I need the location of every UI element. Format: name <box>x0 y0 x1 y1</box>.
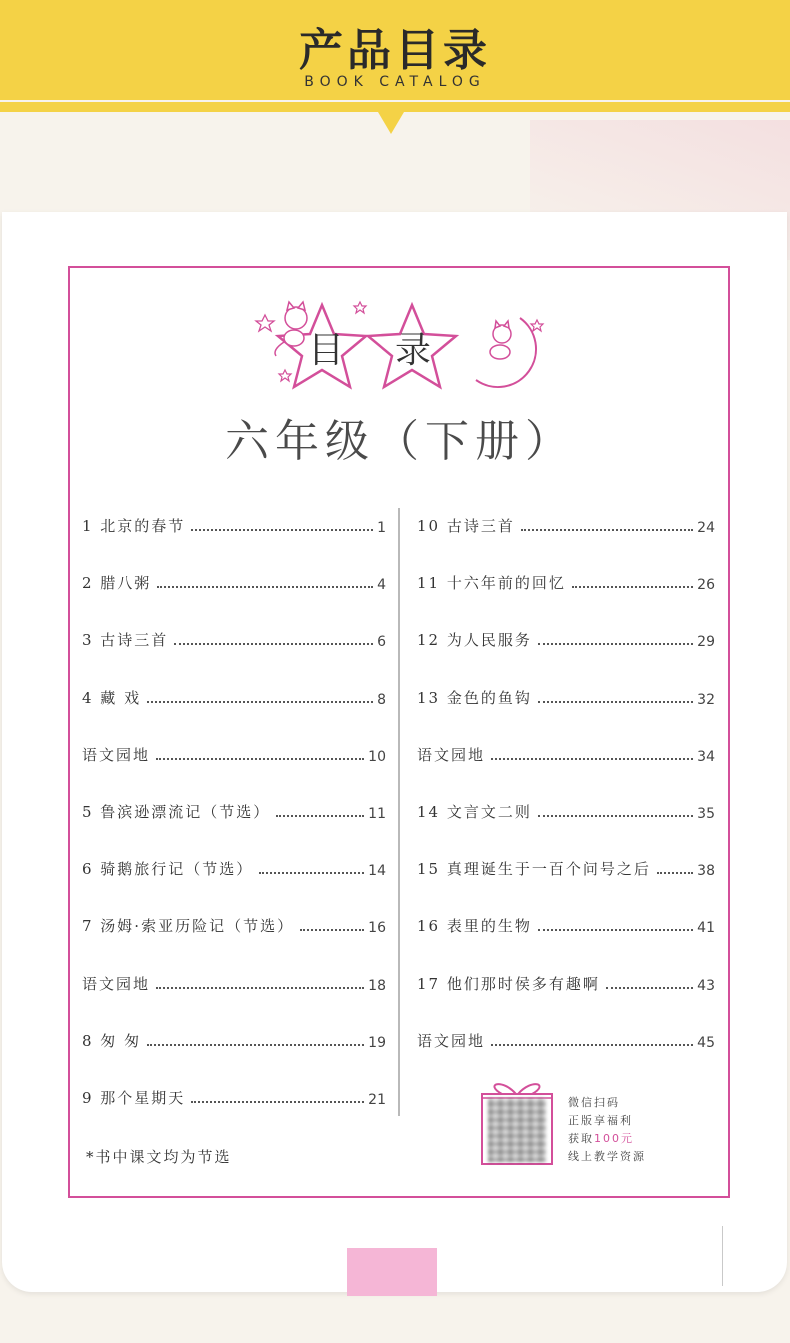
toc-entry-title: 9 那个星期天 <box>82 1089 186 1107</box>
down-arrow-icon <box>378 112 404 134</box>
toc-entry-title: 4 藏 戏 <box>82 688 142 707</box>
qr-line-4: 线上教学资源 <box>568 1150 646 1163</box>
qr-code[interactable] <box>488 1098 546 1162</box>
toc-entry <box>82 512 386 536</box>
toc-entry-title: 语文园地 <box>82 745 151 764</box>
toc-entry <box>82 1027 386 1051</box>
banner-stripe <box>0 102 790 112</box>
page-tab <box>347 1248 437 1296</box>
toc-entry-title: 10 古诗三首 <box>417 517 515 535</box>
toc-entry-page: 24 <box>697 520 715 536</box>
toc-entry-page: 29 <box>697 634 715 651</box>
qr-line-2: 正版享福利 <box>568 1114 633 1127</box>
column-divider <box>398 508 400 1116</box>
toc-entry-page: 45 <box>697 1034 715 1051</box>
toc-entry-page: 41 <box>697 920 715 937</box>
toc-leader-dots <box>174 643 373 645</box>
toc-entry-title: 语文园地 <box>82 974 151 993</box>
toc-entry-title: 11 十六年前的回忆 <box>417 574 566 593</box>
toc-entry <box>417 741 715 765</box>
toc-entry-title: 6 骑鹅旅行记（节选） <box>82 860 254 879</box>
qr-line-1: 微信扫码 <box>568 1096 620 1109</box>
scan-line <box>722 1226 723 1286</box>
toc-entry-page: 14 <box>368 863 386 880</box>
toc-entry-page: 18 <box>368 977 386 994</box>
footnote: *书中课文均为节选 <box>86 1148 232 1166</box>
toc-entry <box>82 855 386 879</box>
qr-line-3-highlight: 100元 <box>594 1132 634 1145</box>
toc-entry-page: 6 <box>377 634 386 651</box>
toc-entry-page: 11 <box>368 806 386 822</box>
toc-leader-dots <box>156 987 364 989</box>
toc-entry <box>417 970 715 994</box>
toc-leader-dots <box>538 643 693 645</box>
grade-title: 六年级（下册） <box>225 416 575 467</box>
toc-leader-dots <box>572 586 693 588</box>
toc-leader-dots <box>300 929 364 931</box>
toc-entry-page: 38 <box>697 863 715 880</box>
toc-entry-page: 34 <box>697 748 715 765</box>
toc-entry <box>417 569 715 593</box>
toc-entry-page: 21 <box>368 1092 386 1108</box>
toc-leader-dots <box>276 815 364 817</box>
toc-leader-dots <box>606 987 693 989</box>
toc-entry-title: 12 为人民服务 <box>417 631 532 650</box>
toc-entry-page: 32 <box>697 691 715 708</box>
toc-entry <box>417 1027 715 1051</box>
toc-entry <box>417 855 715 879</box>
small-star-icon <box>279 370 291 381</box>
toc-entry-page: 1 <box>377 520 386 536</box>
toc-entry-title: 3 古诗三首 <box>82 631 169 650</box>
toc-entry-title: 17 他们那时侯多有趣啊 <box>417 974 600 993</box>
contents-heading-art <box>250 290 550 400</box>
toc-entry <box>82 798 386 822</box>
toc-leader-dots <box>657 872 693 874</box>
toc-leader-dots <box>538 815 693 817</box>
toc-leader-dots <box>491 1044 693 1046</box>
qr-line-3 <box>568 1130 646 1148</box>
toc-entry-page: 19 <box>368 1034 386 1051</box>
toc-entry-title: 16 表里的生物 <box>417 917 532 936</box>
toc-entry-title: 2 腊八粥 <box>82 574 152 593</box>
toc-entry <box>417 798 715 822</box>
toc-entry-page: 35 <box>697 806 715 822</box>
toc-leader-dots <box>157 586 373 588</box>
toc-entry-title: 7 汤姆·索亚历险记（节选） <box>82 917 295 936</box>
toc-entry-title: 语文园地 <box>417 1031 486 1050</box>
toc-leader-dots <box>147 701 373 703</box>
small-star-icon <box>354 302 366 313</box>
toc-entry-page: 8 <box>377 691 386 708</box>
heading-char-lu: 录 <box>395 330 432 371</box>
toc-entry <box>82 912 386 936</box>
small-star-icon <box>256 315 274 331</box>
toc-entry-title: 8 匆 匆 <box>82 1031 142 1050</box>
toc-leader-dots <box>538 929 693 931</box>
toc-entry <box>82 626 386 650</box>
small-star-icon <box>531 320 543 331</box>
qr-line-3-prefix: 获取 <box>568 1132 594 1145</box>
toc-entry <box>82 569 386 593</box>
toc-leader-dots <box>191 1101 364 1103</box>
toc-entry-page: 26 <box>697 577 715 594</box>
toc-leader-dots <box>156 758 364 760</box>
toc-entry-page: 16 <box>368 920 386 937</box>
toc-entry-page: 43 <box>697 977 715 994</box>
toc-leader-dots <box>521 529 693 531</box>
toc-entry-page: 10 <box>368 748 386 765</box>
toc-leader-dots <box>491 758 693 760</box>
toc-entry <box>417 684 715 708</box>
toc-leader-dots <box>538 701 693 703</box>
toc-entry <box>417 512 715 536</box>
toc-leader-dots <box>147 1044 364 1046</box>
toc-entry-title: 14 文言文二则 <box>417 803 532 821</box>
toc-entry-page: 4 <box>377 577 386 594</box>
catalog-title: 产品目录 <box>299 25 491 76</box>
toc-entry <box>82 741 386 765</box>
toc-entry <box>82 1084 386 1108</box>
toc-entry-title: 语文园地 <box>417 745 486 764</box>
tiger-cat-icon <box>490 321 511 359</box>
toc-entry <box>82 684 386 708</box>
toc-entry <box>417 912 715 936</box>
toc-entry <box>417 626 715 650</box>
toc-leader-dots <box>259 872 364 874</box>
toc-entry <box>82 970 386 994</box>
qr-promo-text <box>568 1094 646 1166</box>
toc-entry-title: 5 鲁滨逊漂流记（节选） <box>82 803 271 821</box>
header-banner <box>0 0 790 100</box>
toc-entry-title: 1 北京的春节 <box>82 517 186 535</box>
toc-entry-title: 15 真理诞生于一百个问号之后 <box>417 860 651 879</box>
toc-leader-dots <box>191 529 373 531</box>
toc-entry-title: 13 金色的鱼钩 <box>417 688 532 707</box>
heading-char-mu: 目 <box>308 330 345 371</box>
catalog-subtitle: BOOK CATALOG <box>304 74 486 90</box>
